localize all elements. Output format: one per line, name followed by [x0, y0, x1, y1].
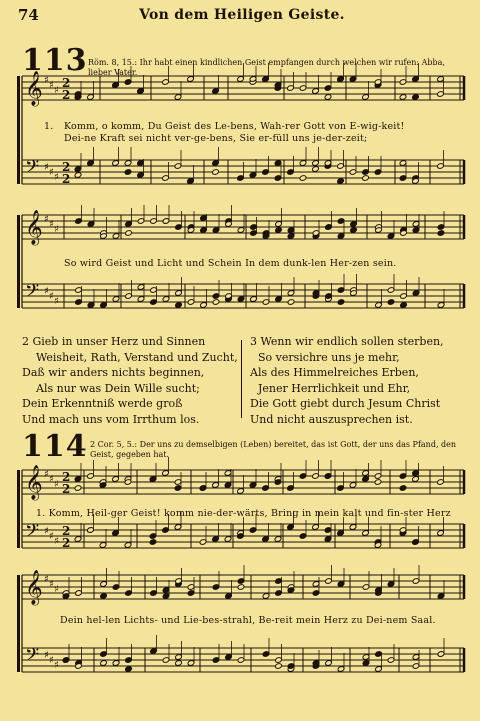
- hymn-113-system-2-sharp-icon: ♯: [54, 296, 59, 307]
- hymn-113-lyric-line-1: Komm, o komm, Du Geist des Le-bens, Wah-rer Gott von E-wig-keit!: [64, 121, 405, 132]
- hymn-113-system-1-treble-clef-icon: 𝄞: [25, 71, 43, 106]
- hymn-113-system-1-time-sig: 2: [62, 172, 71, 186]
- hymn-114-system-1-sharp-icon: ♯: [49, 531, 54, 542]
- hymn-113-verse-2: [22, 334, 238, 427]
- hymn-114-system-1-note: [374, 479, 382, 486]
- hymn-114-system-2-note: [437, 651, 445, 658]
- hymn-113-system-2-note: [387, 299, 395, 306]
- hymn-114-system-1-time-sig: 2: [62, 482, 71, 496]
- hymn-114-system-2-note: [237, 584, 245, 591]
- hymn-113-system-2-note: [437, 302, 445, 309]
- hymn-113-system-2-note: [87, 302, 95, 309]
- verse-2-line: Und mach uns vom Irrthum los.: [22, 412, 200, 426]
- hymn-113-system-2-note: [125, 230, 133, 237]
- hymn-113-system-2-note: [287, 299, 295, 306]
- hymn-114-system-2-sharp-icon: ♯: [44, 574, 49, 585]
- hymn-113-system-1-note: [362, 175, 370, 182]
- hymn-113-system-1-note: [212, 169, 220, 176]
- hymn-113-lyric-line-2: Dei-ne Kraft sei nicht ver-ge-bens, Sie er-füll uns je-der-zeit;: [64, 133, 368, 144]
- hymn-114-system-1-note: [412, 539, 420, 546]
- hymn-114-system-1-treble-clef-icon: 𝄞: [25, 465, 43, 500]
- hymn-113-system-1-note: [324, 94, 332, 101]
- hymn-114-number: 114: [22, 429, 88, 464]
- hymn-113-system-1-sharp-icon: ♯: [49, 80, 54, 91]
- verse-2-line: Weisheit, Rath, Verstand und Zucht,: [36, 350, 238, 364]
- hymn-113-system-1-time-sig: 2: [62, 160, 71, 174]
- verse-3-line: Jener Herrlichkeit und Ehr,: [258, 381, 411, 395]
- hymn-113-system-2-brace: [17, 215, 20, 308]
- hymn-114-system-2-note: [275, 663, 283, 670]
- hymn-113-system-2-note: [250, 296, 258, 303]
- hymn-114-system-2-treble-clef-icon: 𝄞: [25, 570, 43, 605]
- verse-3-line: Als des Himmelreiches Erben,: [250, 366, 419, 379]
- hymn-114-system-2-note: [75, 590, 83, 597]
- hymn-114-system-2-note: [175, 660, 183, 667]
- hymn-114-system-2-sharp-icon: ♯: [54, 584, 59, 595]
- hymn-114-system-2-sharp-icon: ♯: [44, 650, 49, 661]
- hymn-113-system-2-note: [437, 230, 445, 237]
- hymn-114-system-2-note: [100, 660, 108, 667]
- hymn-114-system-1-note: [349, 524, 357, 531]
- hymn-114-system-2-bass-clef-icon: 𝄢: [25, 645, 40, 670]
- hymn-113-system-2-sharp-icon: ♯: [49, 291, 54, 302]
- hymn-114-system-1-bass-clef-icon: 𝄢: [25, 521, 40, 546]
- hymn-114-system-2-note: [100, 593, 108, 600]
- hymn-114-system-1-note: [212, 482, 220, 489]
- hymn-114-system-1-brace: [17, 470, 20, 548]
- hymn-114-lyric-line-1: 1. Komm, Heil-ger Geist! komm nie-der-wärts, Bring in mein kalt und fin-ster Herz: [36, 508, 451, 519]
- hymn-114-system-1-note: [174, 524, 182, 531]
- hymn-114-system-1-sharp-icon: ♯: [54, 536, 59, 547]
- hymn-114-system-2-note: [62, 657, 70, 664]
- hymn-114-system-1-note: [199, 485, 207, 492]
- hymn-114-system-2-sharp-icon: ♯: [49, 655, 54, 666]
- hymn-113-system-2-treble-clef-icon: 𝄞: [25, 210, 43, 245]
- hymn-113-lyric-line-3: So wird Geist und Licht und Schein In dem dunk-len Her-zen sein.: [64, 258, 397, 269]
- hymn-114-system-2-sharp-icon: ♯: [49, 579, 54, 590]
- verse-divider: [241, 340, 242, 418]
- verse-3-line: 3 Wenn wir endlich sollen sterben,: [250, 335, 444, 348]
- hymn-113-system-1-sharp-icon: ♯: [54, 85, 59, 96]
- hymn-113-system-2-sharp-icon: ♯: [44, 214, 49, 225]
- hymn-113-system-2-bass-clef-icon: 𝄢: [25, 281, 40, 306]
- hymn-114-system-1-time-sig: 2: [62, 536, 71, 550]
- hymn-113-system-1-bass-clef-icon: 𝄢: [25, 157, 40, 182]
- hymn-113-system-1-note: [337, 178, 345, 185]
- hymn-113-system-1-note: [112, 82, 120, 89]
- hymn-114-system-2-brace: [17, 575, 20, 672]
- hymn-113-system-2-sharp-icon: ♯: [49, 219, 54, 230]
- hymn-113-system-1-note: [74, 172, 82, 179]
- hymn-114-system-1-sharp-icon: ♯: [54, 479, 59, 490]
- hymn-113-system-2-sharp-icon: ♯: [44, 286, 49, 297]
- hymn-114-system-1-time-sig: 2: [62, 524, 71, 538]
- hymn-113-system-2-note: [325, 224, 333, 231]
- hymn-113-system-2-note: [212, 299, 220, 306]
- hymn-113-number: 113: [22, 43, 88, 78]
- verse-2-line: Als nur was Dein Wille sucht;: [36, 381, 200, 395]
- hymn-113-system-2-note: [175, 302, 183, 309]
- verse-2-line: Dein Erkenntniß werde groß: [22, 397, 183, 410]
- hymn-114-system-1-note: [149, 476, 157, 483]
- hymn-113-system-1-note: [137, 88, 145, 95]
- hymn-113-system-2-note: [337, 299, 345, 306]
- hymn-113-system-1-sharp-icon: ♯: [54, 172, 59, 183]
- page-title: Von dem Heiligen Geiste.: [139, 7, 345, 23]
- hymn-113-system-1-note: [412, 94, 420, 101]
- hymn-113-system-1-sharp-icon: ♯: [44, 162, 49, 173]
- hymn-113-system-1-sharp-icon: ♯: [49, 167, 54, 178]
- hymn-114-system-1-sharp-icon: ♯: [44, 526, 49, 537]
- page-number: 74: [18, 6, 39, 24]
- hymn-114-scripture: 2 Cor. 5, 5.: Der uns zu demselbigen (Leben) bereitet, das ist Gott, der uns das Pfand, den Geist, gegeben hat.: [90, 440, 457, 459]
- hymn-114-system-1-note: [87, 527, 95, 534]
- hymn-113-system-2-note: [162, 218, 170, 225]
- verse-3-line: Und nicht auszusprechen ist.: [250, 412, 413, 426]
- hymn-114-system-1-note: [149, 539, 157, 546]
- hymn-113-scripture: Röm. 8, 15.: Ihr habt einen kindlichen Geist empfangen durch welchen wir rufen: Abba, lieber Vater.: [88, 58, 445, 77]
- hymn-113-system-1-time-sig: 2: [62, 88, 71, 102]
- hymn-114-system-1-sharp-icon: ♯: [49, 474, 54, 485]
- hymn-113-verse-number: 1.: [44, 121, 54, 132]
- hymn-113-system-1-note: [299, 175, 307, 182]
- hymn-113-system-2-sharp-icon: ♯: [54, 224, 59, 235]
- hymn-114-system-1-note: [399, 485, 407, 492]
- hymn-114-system-2-sharp-icon: ♯: [54, 660, 59, 671]
- hymn-114-system-2-note: [125, 666, 133, 673]
- hymn-113-system-1-note: [399, 94, 407, 101]
- hymn-114-system-1-note: [324, 473, 332, 480]
- hymn-114-system-1-note: [74, 485, 82, 492]
- hymn-113-system-1-note: [312, 88, 320, 95]
- hymn-113-system-1-note: [312, 166, 320, 173]
- hymn-113-system-2-note: [350, 227, 358, 234]
- verse-3-line: Die Gott giebt durch Jesum Christ: [250, 397, 441, 410]
- verse-2-line: Daß wir anders nichts beginnen,: [22, 366, 205, 379]
- hymn-113-system-1-sharp-icon: ♯: [44, 75, 49, 86]
- hymn-113-system-1-note: [187, 178, 195, 185]
- hymn-113-system-1-time-sig: 2: [62, 76, 71, 90]
- hymn-113-verse-3: [250, 334, 444, 427]
- hymn-113-system-2-note: [275, 227, 283, 234]
- verse-2-line: 2 Gieb in unser Herz und Sinnen: [22, 335, 206, 348]
- hymn-114-system-1-time-sig: 2: [62, 470, 71, 484]
- hymn-114-system-1-sharp-icon: ♯: [44, 469, 49, 480]
- hymn-114-lyric-line-2: Dein hel-len Lichts- und Lie-bes-strahl, Be-reit mein Herz zu Dei-nem Saal.: [60, 615, 436, 626]
- hymn-113-system-2-note: [400, 302, 408, 309]
- hymn-113-system-1-note: [124, 169, 132, 176]
- verse-3-line: So versichre uns je mehr,: [258, 350, 400, 364]
- hymn-114-system-2-note: [112, 660, 120, 667]
- hymn-113-system-1-brace: [17, 76, 20, 184]
